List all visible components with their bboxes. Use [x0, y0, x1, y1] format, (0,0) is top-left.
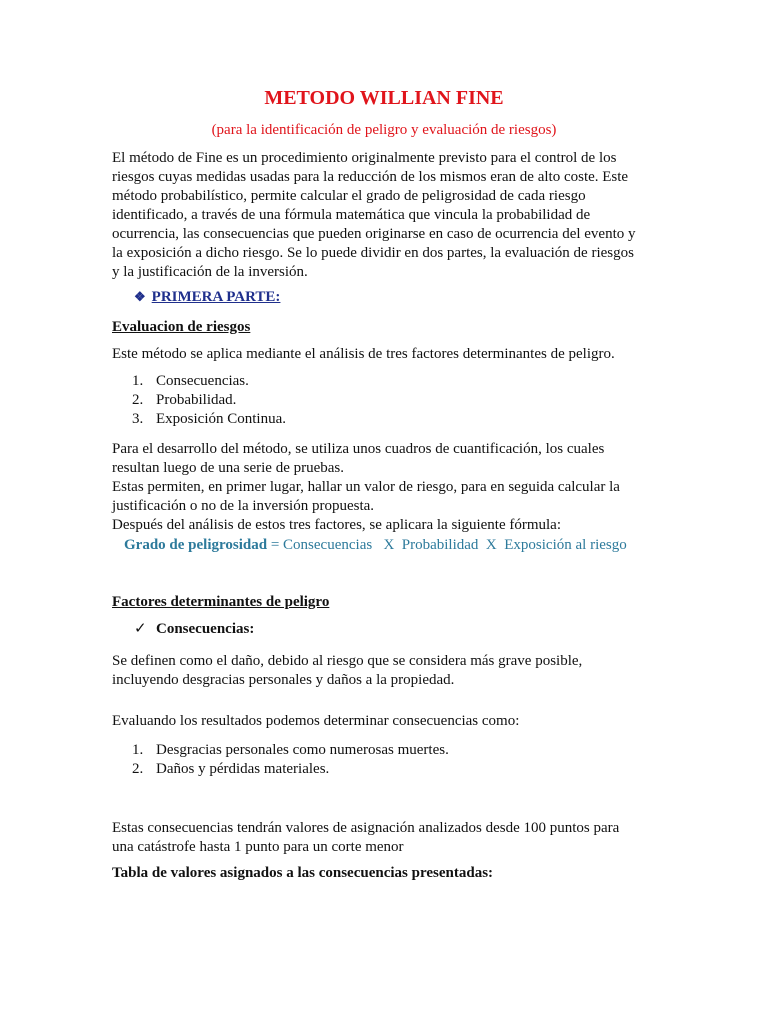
- list-item: [132, 410, 286, 429]
- formula-line: [124, 536, 627, 555]
- list-item: [132, 372, 286, 391]
- list-item-label: Daños y pérdidas materiales.: [156, 761, 330, 777]
- intro-line: riesgos cuyas medidas usadas para la reducción de los mismos eran de alto coste. Este: [112, 169, 629, 185]
- table-heading: Tabla de valores asignados a las consecuencias presentadas:: [112, 865, 494, 881]
- list-item-label: Probabilidad.: [156, 392, 237, 408]
- list-number: 1.: [132, 373, 144, 389]
- list-number: 2.: [132, 761, 144, 777]
- method-line: Después del análisis de estos tres factores, se aplicara la siguiente fórmula:: [112, 517, 562, 533]
- factors-heading: Factores determinantes de peligro: [112, 594, 330, 610]
- document-title: METODO WILLIAN FINE: [264, 87, 504, 109]
- list-number: 1.: [132, 742, 144, 758]
- list-item: [132, 391, 286, 410]
- values-line: una catástrofe hasta 1 punto para un corte menor: [112, 839, 404, 855]
- list-number: 3.: [132, 411, 144, 427]
- list-item: [132, 741, 449, 760]
- values-line: Estas consecuencias tendrán valores de asignación analizados desde 100 puntos para: [112, 820, 620, 836]
- consequences-heading-label: Consecuencias:: [156, 621, 255, 637]
- method-line: resultan luego de una serie de pruebas.: [112, 460, 344, 476]
- method-line: justificación o no de la inversión propuesta.: [112, 498, 375, 514]
- evaluation-text: Este método se aplica mediante el análisis de tres factores determinantes de peligro.: [112, 346, 615, 362]
- intro-paragraph: [112, 149, 652, 282]
- evaluation-heading: Evaluacion de riesgos: [112, 319, 251, 335]
- list-item: [132, 760, 449, 779]
- consequences-heading: [134, 620, 254, 639]
- consequence-types-list: [132, 741, 449, 779]
- intro-line: y la justificación de la inversión.: [112, 264, 308, 280]
- intro-line: la exposición a dicho riesgo. Se lo puede dividir en dos partes, la evaluación de riesgos: [112, 245, 634, 261]
- document-subtitle: (para la identificación de peligro y evaluación de riesgos): [211, 122, 557, 138]
- part-heading: [134, 287, 280, 307]
- intro-line: identificado, a través de una fórmula matemática que vincula la probabilidad de: [112, 207, 591, 223]
- part-heading-label: PRIMERA PARTE:: [151, 289, 281, 305]
- method-line: Para el desarrollo del método, se utiliza unos cuadros de cuantificación, los cuales: [112, 441, 605, 457]
- definition-line: incluyendo desgracias personales y daños a la propiedad.: [112, 672, 455, 688]
- method-paragraph: [112, 440, 652, 535]
- intro-line: El método de Fine es un procedimiento originalmente previsto para el control de los: [112, 150, 617, 166]
- formula-terms: = Consecuencias X Probabilidad X Exposición al riesgo: [267, 537, 627, 553]
- factors-list: [132, 372, 286, 429]
- checkmark-icon: ✓: [134, 621, 147, 637]
- list-item-label: Exposición Continua.: [156, 411, 286, 427]
- definition-line: Se definen como el daño, debido al riesgo que se considera más grave posible,: [112, 653, 583, 669]
- evaluating-text: Evaluando los resultados podemos determinar consecuencias como:: [112, 713, 520, 729]
- values-paragraph: [112, 819, 652, 857]
- diamond-bullet-icon: ❖: [134, 289, 146, 304]
- list-number: 2.: [132, 392, 144, 408]
- method-line: Estas permiten, en primer lugar, hallar un valor de riesgo, para en seguida calcular la: [112, 479, 620, 495]
- list-item-label: Desgracias personales como numerosas muertes.: [156, 742, 449, 758]
- formula-lead: Grado de peligrosidad: [124, 537, 268, 553]
- intro-line: método probabilístico, permite calcular el grado de peligrosidad de cada riesgo: [112, 188, 586, 204]
- list-item-label: Consecuencias.: [156, 373, 249, 389]
- intro-line: ocurrencia, las consecuencias que pueden originarse en caso de ocurrencia del evento y: [112, 226, 636, 242]
- consequences-definition: [112, 652, 652, 690]
